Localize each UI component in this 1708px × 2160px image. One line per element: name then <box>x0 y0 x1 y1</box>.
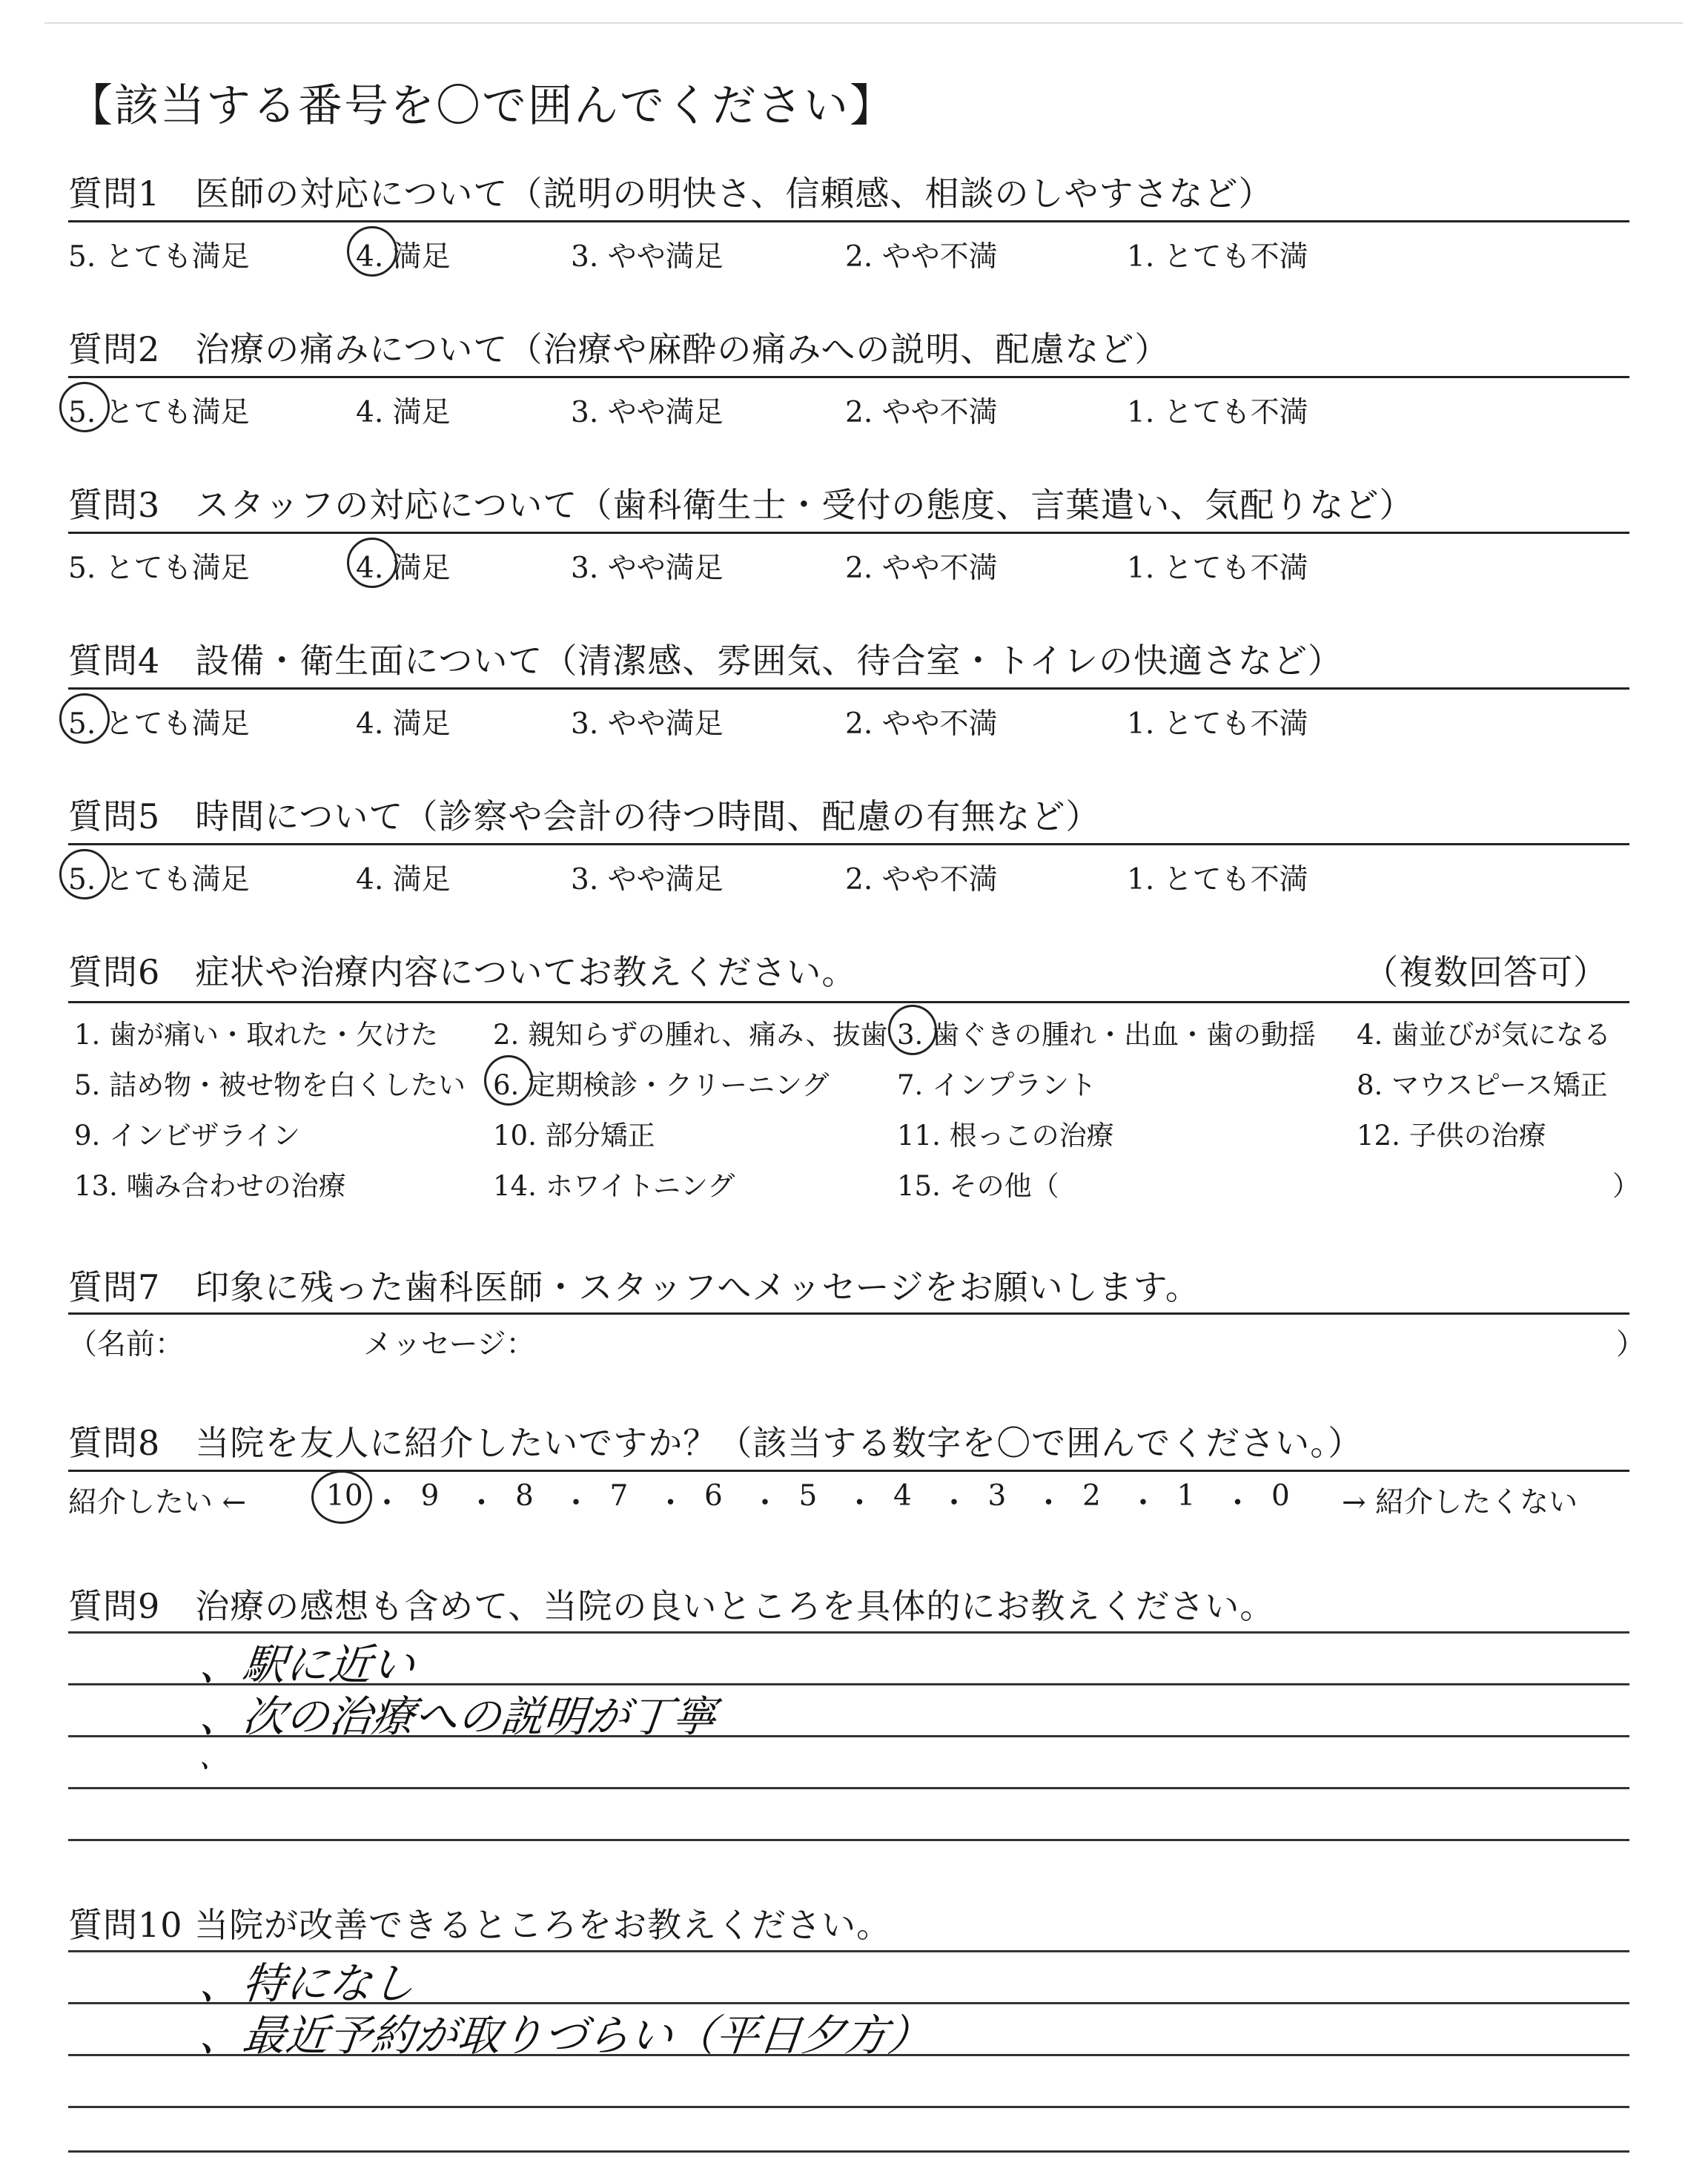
q8-separator: ・ <box>655 1486 686 1520</box>
q6-option-2[interactable]: 2. 親知らずの腫れ、痛み、抜歯 <box>493 1019 888 1051</box>
q4-selection-circle <box>59 693 110 744</box>
q1-option-5[interactable]: 5. とても満足 <box>68 240 250 274</box>
q8-separator: ・ <box>750 1486 780 1520</box>
q9-title: 質問9 治療の感想も含めて、当院の良いところを具体的にお教えください。 <box>68 1586 1275 1626</box>
q4-title: 質問4 設備・衛生面について（清潔感、雰囲気、待合室・トイレの快適さなど） <box>68 641 1343 681</box>
q9-answer-1: 、駅に近い <box>196 1639 418 1690</box>
q8-separator: ・ <box>939 1486 969 1520</box>
q2-option-2[interactable]: 2. やや不満 <box>845 396 998 429</box>
q6-option-10[interactable]: 10. 部分矯正 <box>493 1120 655 1152</box>
q2-selection-circle <box>59 382 110 432</box>
q9-line-4 <box>68 1787 1629 1789</box>
q10-answer-1: 、特になし <box>196 1958 418 2009</box>
q8-separator: ・ <box>1128 1486 1158 1520</box>
q6-option-9[interactable]: 9. インビザライン <box>74 1120 300 1152</box>
q1-option-4[interactable]: 4. 満足 <box>356 240 451 274</box>
q8-score-4[interactable]: 4 <box>893 1479 912 1513</box>
q6-selection-circle <box>484 1055 533 1106</box>
q10-title: 質問10 当院が改善できるところをお教えください。 <box>68 1905 892 1945</box>
q8-score-5[interactable]: 5 <box>798 1479 818 1513</box>
q6-rule <box>68 1001 1629 1003</box>
q6-option-3[interactable]: 3. 歯ぐきの腫れ・出血・歯の動揺 <box>897 1019 1317 1051</box>
q4-option-2[interactable]: 2. やや不満 <box>845 707 998 741</box>
q3-rule <box>68 532 1629 534</box>
q5-option-3[interactable]: 3. やや満足 <box>571 863 724 896</box>
q8-separator: ・ <box>844 1486 875 1520</box>
q3-option-4[interactable]: 4. 満足 <box>356 552 451 585</box>
q8-right-label: → 紹介したくない <box>1342 1486 1578 1519</box>
q6-option-12[interactable]: 12. 子供の治療 <box>1357 1120 1546 1152</box>
q8-selection-circle <box>311 1470 372 1524</box>
q6-option-8[interactable]: 8. マウスピース矯正 <box>1357 1069 1608 1101</box>
q8-score-0[interactable]: 0 <box>1271 1479 1290 1513</box>
q8-score-2[interactable]: 2 <box>1082 1479 1101 1513</box>
q10-line-5 <box>68 2150 1629 2153</box>
q5-rule <box>68 843 1629 845</box>
q6-option-4[interactable]: 4. 歯並びが気になる <box>1357 1019 1612 1051</box>
q8-separator: ・ <box>466 1486 497 1520</box>
q1-title: 質問1 医師の対応について（説明の明快さ、信頼感、相談のしやすさなど） <box>68 174 1274 214</box>
q6-option-7[interactable]: 7. インプラント <box>897 1069 1097 1101</box>
q5-title: 質問5 時間について（診察や会計の待つ時間、配慮の有無など） <box>68 796 1101 836</box>
q6-other-close-paren: ） <box>1612 1170 1640 1202</box>
q6-option-14[interactable]: 14. ホワイトニング <box>493 1170 735 1202</box>
q6-note: （複数回答可） <box>1364 952 1608 992</box>
q6-option-5[interactable]: 5. 詰め物・被せ物を白くしたい <box>74 1069 466 1101</box>
q4-option-4[interactable]: 4. 満足 <box>356 707 451 741</box>
q1-rule <box>68 220 1629 222</box>
q2-option-3[interactable]: 3. やや満足 <box>571 396 724 429</box>
q8-left-label: 紹介したい ← <box>68 1486 247 1519</box>
q3-option-1[interactable]: 1. とても不満 <box>1127 552 1308 585</box>
q4-option-5[interactable]: 5. とても満足 <box>68 707 250 741</box>
q8-score-8[interactable]: 8 <box>515 1479 534 1513</box>
q5-selection-circle <box>59 849 110 899</box>
q3-title: 質問3 スタッフの対応について（歯科衛生士・受付の態度、言葉遣い、気配りなど） <box>68 485 1414 525</box>
q1-option-1[interactable]: 1. とても不満 <box>1127 240 1308 274</box>
q8-separator: ・ <box>561 1486 591 1520</box>
q10-line-4 <box>68 2106 1629 2108</box>
q5-option-5[interactable]: 5. とても満足 <box>68 863 250 896</box>
q2-option-1[interactable]: 1. とても不満 <box>1127 396 1308 429</box>
q6-option-13[interactable]: 13. 噛み合わせの治療 <box>74 1170 346 1202</box>
q8-separator: ・ <box>1033 1486 1064 1520</box>
q4-option-1[interactable]: 1. とても不満 <box>1127 707 1308 741</box>
q3-option-3[interactable]: 3. やや満足 <box>571 552 724 585</box>
q4-option-3[interactable]: 3. やや満足 <box>571 707 724 741</box>
q3-selection-circle <box>347 538 397 588</box>
q6-option-15[interactable]: 15. その他（ <box>897 1170 1059 1202</box>
q1-option-2[interactable]: 2. やや不満 <box>845 240 998 274</box>
q3-option-2[interactable]: 2. やや不満 <box>845 552 998 585</box>
q6-option-6[interactable]: 6. 定期検診・クリーニング <box>493 1069 830 1101</box>
q8-score-7[interactable]: 7 <box>609 1479 629 1513</box>
q2-option-4[interactable]: 4. 満足 <box>356 396 451 429</box>
q8-score-9[interactable]: 9 <box>420 1479 440 1513</box>
q6-selection-circle <box>888 1005 937 1055</box>
q7-close-paren: ） <box>1616 1328 1646 1361</box>
q8-score-3[interactable]: 3 <box>987 1479 1007 1513</box>
q8-score-10[interactable]: 10 <box>326 1479 363 1513</box>
q4-rule <box>68 687 1629 690</box>
form-header: 【該当する番号を〇で囲んでください】 <box>68 80 896 132</box>
q5-option-4[interactable]: 4. 満足 <box>356 863 451 896</box>
q8-title: 質問8 当院を友人に紹介したいですか？（該当する数字を〇で囲んでください。） <box>68 1423 1363 1463</box>
q9-line-5 <box>68 1839 1629 1841</box>
q10-answer-2: 、最近予約が取りづらい（平日夕方） <box>196 2010 934 2061</box>
scan-edge <box>44 22 1683 24</box>
q6-option-11[interactable]: 11. 根っこの治療 <box>897 1120 1114 1152</box>
q7-title: 質問7 印象に残った歯科医師・スタッフへメッセージをお願いします。 <box>68 1267 1200 1307</box>
q9-answer-3: 、 <box>198 1740 232 1774</box>
q8-score-6[interactable]: 6 <box>704 1479 723 1513</box>
q1-selection-circle <box>347 226 397 277</box>
q8-separator: ・ <box>372 1486 402 1520</box>
q9-answer-2: 、次の治療への説明が丁寧 <box>196 1691 719 1742</box>
q6-option-1[interactable]: 1. 歯が痛い・取れた・欠けた <box>74 1019 439 1051</box>
q1-option-3[interactable]: 3. やや満足 <box>571 240 724 274</box>
q8-score-1[interactable]: 1 <box>1176 1479 1196 1513</box>
q2-option-5[interactable]: 5. とても満足 <box>68 396 250 429</box>
q6-title: 質問6 症状や治療内容についてお教えください。 <box>68 952 857 992</box>
q2-rule <box>68 376 1629 378</box>
q7-name-label: （名前： <box>68 1328 185 1361</box>
q7-message-label: メッセージ： <box>363 1328 535 1361</box>
q3-option-5[interactable]: 5. とても満足 <box>68 552 250 585</box>
q8-rule <box>68 1470 1629 1472</box>
q8-separator: ・ <box>1222 1486 1253 1520</box>
q7-rule <box>68 1312 1629 1315</box>
q5-option-1[interactable]: 1. とても不満 <box>1127 863 1308 896</box>
q5-option-2[interactable]: 2. やや不満 <box>845 863 998 896</box>
q2-title: 質問2 治療の痛みについて（治療や麻酔の痛みへの説明、配慮など） <box>68 329 1170 369</box>
